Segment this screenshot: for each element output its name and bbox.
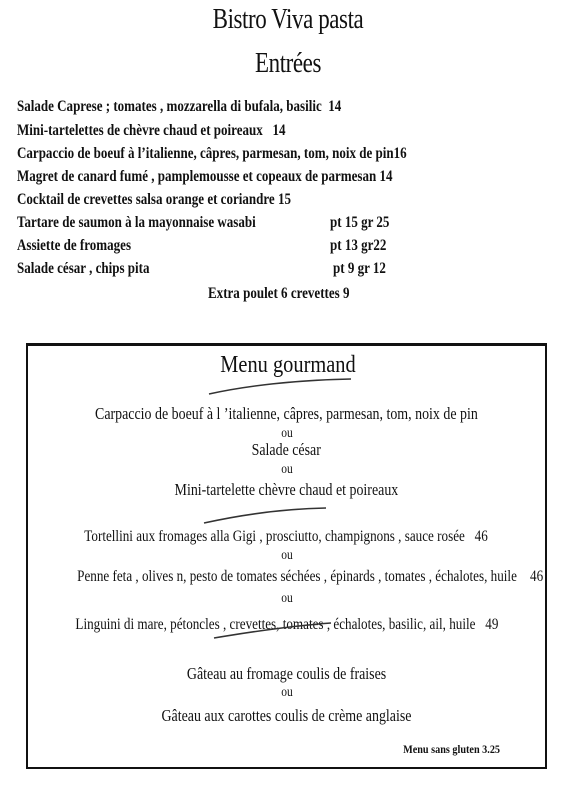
entree-item (17, 166, 393, 188)
entree-name: Assiette de fromages (17, 237, 132, 254)
entree-item (17, 189, 291, 211)
starter-option: Salade césar (251, 440, 322, 459)
entree-name: Tartare de saumon à la mayonnaise wasabi (17, 214, 256, 231)
entree-price: pt 13 gr22 (330, 237, 387, 254)
entree-item (17, 235, 131, 257)
entree-name: Carpaccio de boeuf à l’italienne, câpres, parmesan, tom, noix de pin (17, 145, 394, 162)
starter-option: Carpaccio de boeuf à l ’italienne, câpres, parmesan, tom, noix de pin (95, 404, 478, 423)
entree-price: 14 (379, 168, 393, 185)
decorative-swash (210, 620, 335, 642)
entree-price: pt 9 gr 12 (333, 260, 386, 277)
main-option: Penne feta , olives n, pesto de tomates séchées , épinards , tomates , échalotes, huile 46 (77, 568, 544, 585)
restaurant-title: Bistro Viva pasta (212, 4, 364, 35)
entree-name: Salade Caprese ; tomates , mozzarella di bufala, basilic (17, 98, 322, 115)
starter-option: Mini-tartelette chèvre chaud et poireaux (174, 480, 399, 499)
entree-item (17, 143, 407, 165)
or-separator: ou (280, 685, 293, 700)
main-option: Linguini di mare, pétoncles , crevettes, tomates , échalotes, basilic, ail, huile 49 (75, 616, 498, 633)
entree-price: 15 (277, 191, 291, 208)
or-separator: ou (280, 426, 293, 441)
entree-item (17, 212, 256, 234)
entree-name: Magret de canard fumé , pamplemousse et copeaux de parmesan (17, 168, 377, 185)
entree-price: pt 15 gr 25 (330, 214, 390, 231)
entree-name: Mini-tartelettes de chèvre chaud et poireaux (17, 122, 263, 139)
entree-item (17, 96, 341, 118)
entree-price: 14 (328, 98, 342, 115)
extras-line: Extra poulet 6 crevettes 9 (208, 285, 350, 302)
menu-gourmand-title: Menu gourmand (220, 352, 356, 378)
decorative-swash (205, 376, 355, 398)
section-title-entrees: Entrées (255, 48, 321, 79)
dessert-option: Gâteau aux carottes coulis de crème anglaise (161, 706, 412, 725)
entree-name: Cocktail de crevettes salsa orange et coriandre (17, 191, 275, 208)
or-separator: ou (280, 462, 293, 477)
decorative-swash (200, 505, 330, 527)
entree-price: 14 (272, 122, 286, 139)
or-separator: ou (280, 548, 293, 563)
main-option: Tortellini aux fromages alla Gigi , prosciutto, champignons , sauce rosée 46 (84, 528, 489, 545)
dessert-option: Gâteau au fromage coulis de fraises (186, 664, 387, 683)
entree-name: Salade césar , chips pita (17, 260, 150, 277)
entree-item (17, 120, 286, 142)
gluten-free-note: Menu sans gluten 3.25 (403, 742, 500, 756)
entree-price: 16 (393, 145, 407, 162)
entree-item (17, 258, 150, 280)
or-separator: ou (280, 591, 293, 606)
